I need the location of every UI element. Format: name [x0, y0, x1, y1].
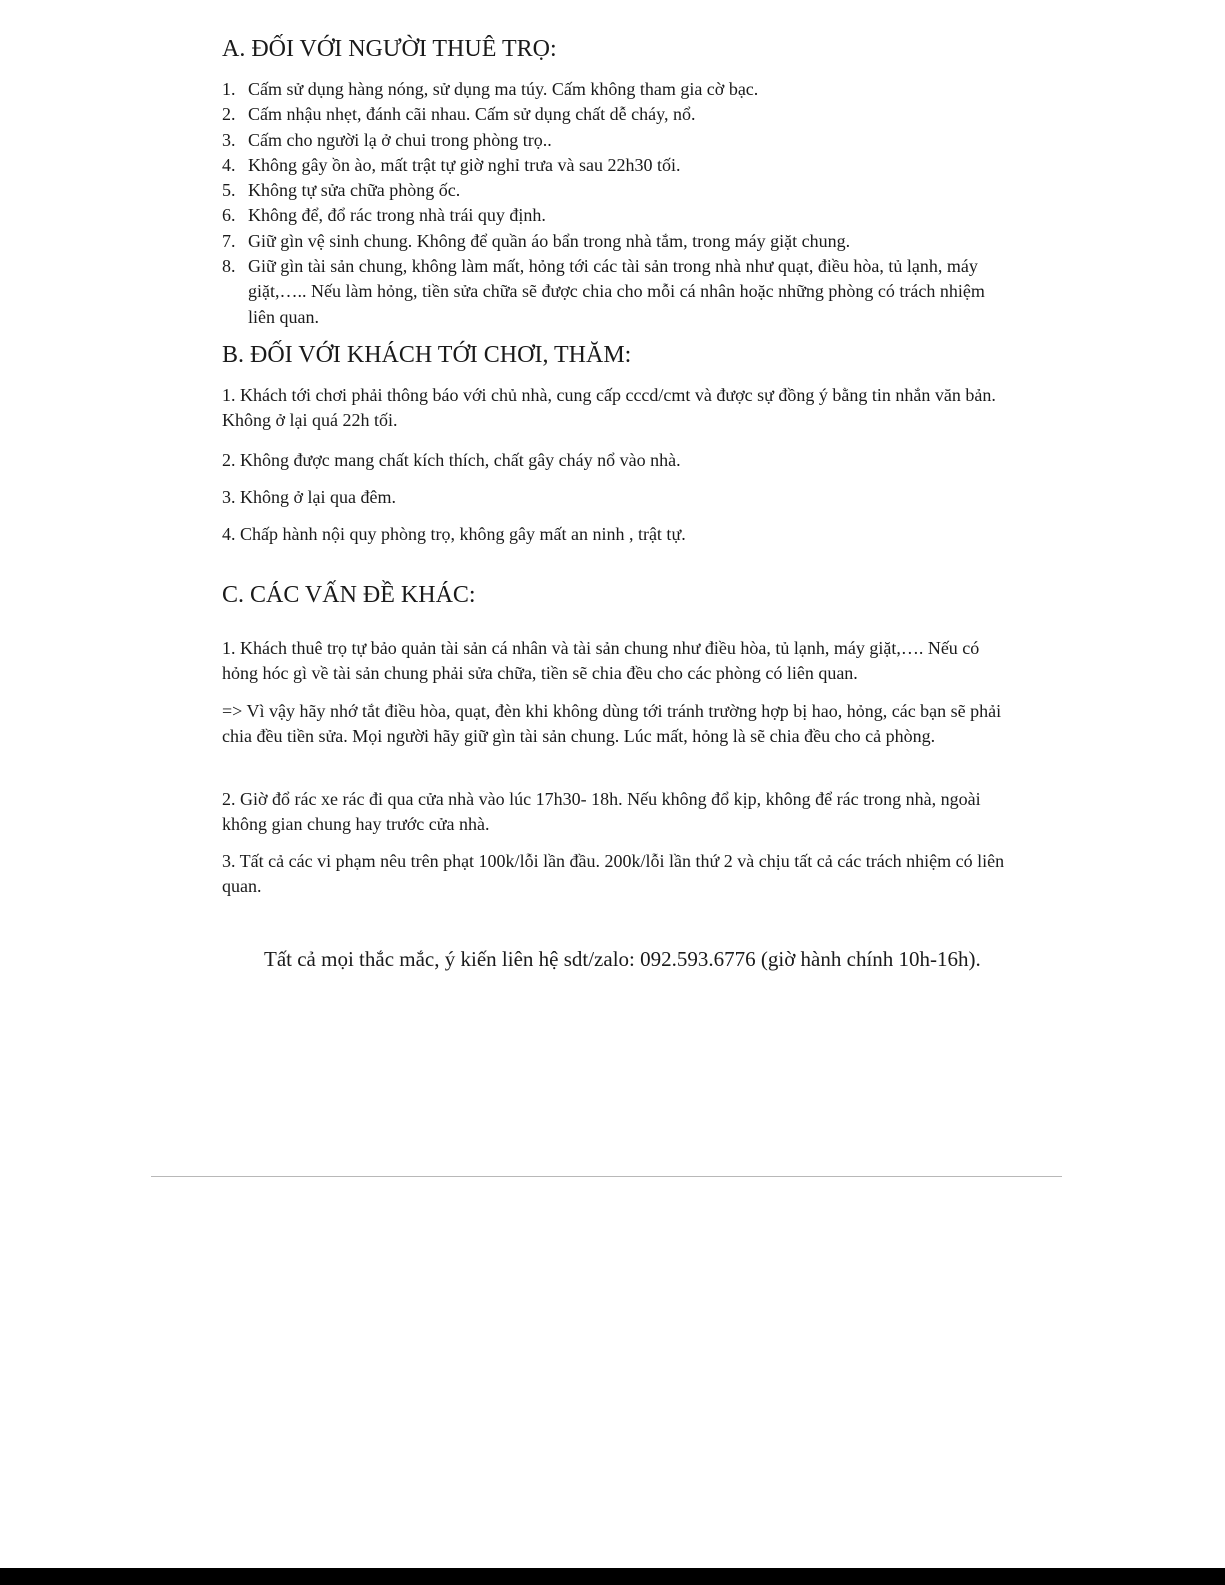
- section-b-paragraph-1: 1. Khách tới chơi phải thông báo với chủ nhà, cung cấp cccd/cmt và được sự đồng ý bằng tin nhắn văn bản. Không ở lại quá 22h tối.: [222, 385, 996, 431]
- list-item-number: 7.: [222, 230, 236, 251]
- list-item: [222, 77, 1012, 102]
- list-item: [222, 203, 1012, 228]
- list-item: [222, 229, 1012, 254]
- bottom-edge-bar: [0, 1568, 1225, 1585]
- list-item-number: 2.: [222, 104, 236, 125]
- list-item-text: Không để, đổ rác trong nhà trái quy định.: [248, 205, 546, 226]
- list-item: [222, 254, 1012, 330]
- page-divider: [151, 1176, 1062, 1177]
- list-item: [222, 102, 1012, 127]
- list-item-text: Cấm cho người lạ ở chui trong phòng trọ..: [248, 129, 552, 150]
- section-c-paragraph-2: => Vì vậy hãy nhớ tắt điều hòa, quạt, đèn khi không dùng tới tránh trường hợp bị hao, hỏng, các bạn sẽ phải chia đều tiền sửa. Mọi người hãy giữ gìn tài sản chung. Lúc mất, hỏng là sẽ chia đều cho cả phòng.: [222, 701, 1002, 747]
- list-item-number: 4.: [222, 154, 236, 175]
- section-b-paragraph-4: 4. Chấp hành nội quy phòng trọ, không gây mất an ninh , trật tự.: [222, 524, 686, 544]
- list-item: [222, 153, 1012, 178]
- section-a-heading: A. ĐỐI VỚI NGƯỜI THUÊ TRỌ:: [222, 36, 557, 62]
- list-item-text: Giữ gìn tài sản chung, không làm mất, hỏng tới các tài sản trong nhà như quạt, điều hòa, tủ lạnh, máy giặt,….. Nếu làm hỏng, tiền sửa chữa sẽ được chia cho mỗi cá nhân hoặc những phòng có trách nhiệm liên quan.: [248, 256, 985, 327]
- section-a-rules-list: [222, 77, 1012, 330]
- list-item: [222, 178, 1012, 203]
- section-b-paragraph-3: 3. Không ở lại qua đêm.: [222, 487, 396, 507]
- section-b-heading: B. ĐỐI VỚI KHÁCH TỚI CHƠI, THĂM:: [222, 342, 632, 368]
- list-item-text: Không gây ồn ào, mất trật tự giờ nghỉ trưa và sau 22h30 tối.: [248, 154, 681, 175]
- section-c-heading: C. CÁC VẤN ĐỀ KHÁC:: [222, 582, 476, 608]
- section-b-paragraph-2: 2. Không được mang chất kích thích, chất gây cháy nổ vào nhà.: [222, 450, 681, 470]
- section-c-paragraph-3: 2. Giờ đổ rác xe rác đi qua cửa nhà vào lúc 17h30- 18h. Nếu không đổ kịp, không để rác trong nhà, ngoài không gian chung hay trước cửa nhà.: [222, 789, 981, 835]
- list-item-number: 5.: [222, 180, 236, 201]
- list-item-number: 8.: [222, 256, 236, 277]
- list-item-number: 3.: [222, 129, 236, 150]
- list-item-number: 6.: [222, 205, 236, 226]
- section-c-paragraph-4: 3. Tất cả các vi phạm nêu trên phạt 100k/lỗi lần đầu. 200k/lỗi lần thứ 2 và chịu tất cả các trách nhiệm có liên quan.: [222, 851, 1005, 897]
- list-item-text: Cấm sử dụng hàng nóng, sử dụng ma túy. Cấm không tham gia cờ bạc.: [248, 79, 759, 99]
- list-item-text: Không tự sửa chữa phòng ốc.: [248, 180, 461, 201]
- list-item-number: 1.: [222, 79, 236, 99]
- list-item-text: Cấm nhậu nhẹt, đánh cãi nhau. Cấm sử dụng chất dễ cháy, nổ.: [248, 104, 696, 125]
- list-item: [222, 128, 1012, 153]
- contact-line: Tất cả mọi thắc mắc, ý kiến liên hệ sdt/zalo: 092.593.6776 (giờ hành chính 10h-16h).: [264, 947, 981, 971]
- section-c-paragraph-1: 1. Khách thuê trọ tự bảo quản tài sản cá nhân và tài sản chung như điều hòa, tủ lạnh, máy giặt,…. Nếu có hỏng hóc gì về tài sản chung phải sửa chữa, tiền sẽ chia đều cho các phòng có liên quan.: [222, 638, 980, 684]
- list-item-text: Giữ gìn vệ sinh chung. Không để quần áo bẩn trong nhà tắm, trong máy giặt chung.: [248, 230, 851, 251]
